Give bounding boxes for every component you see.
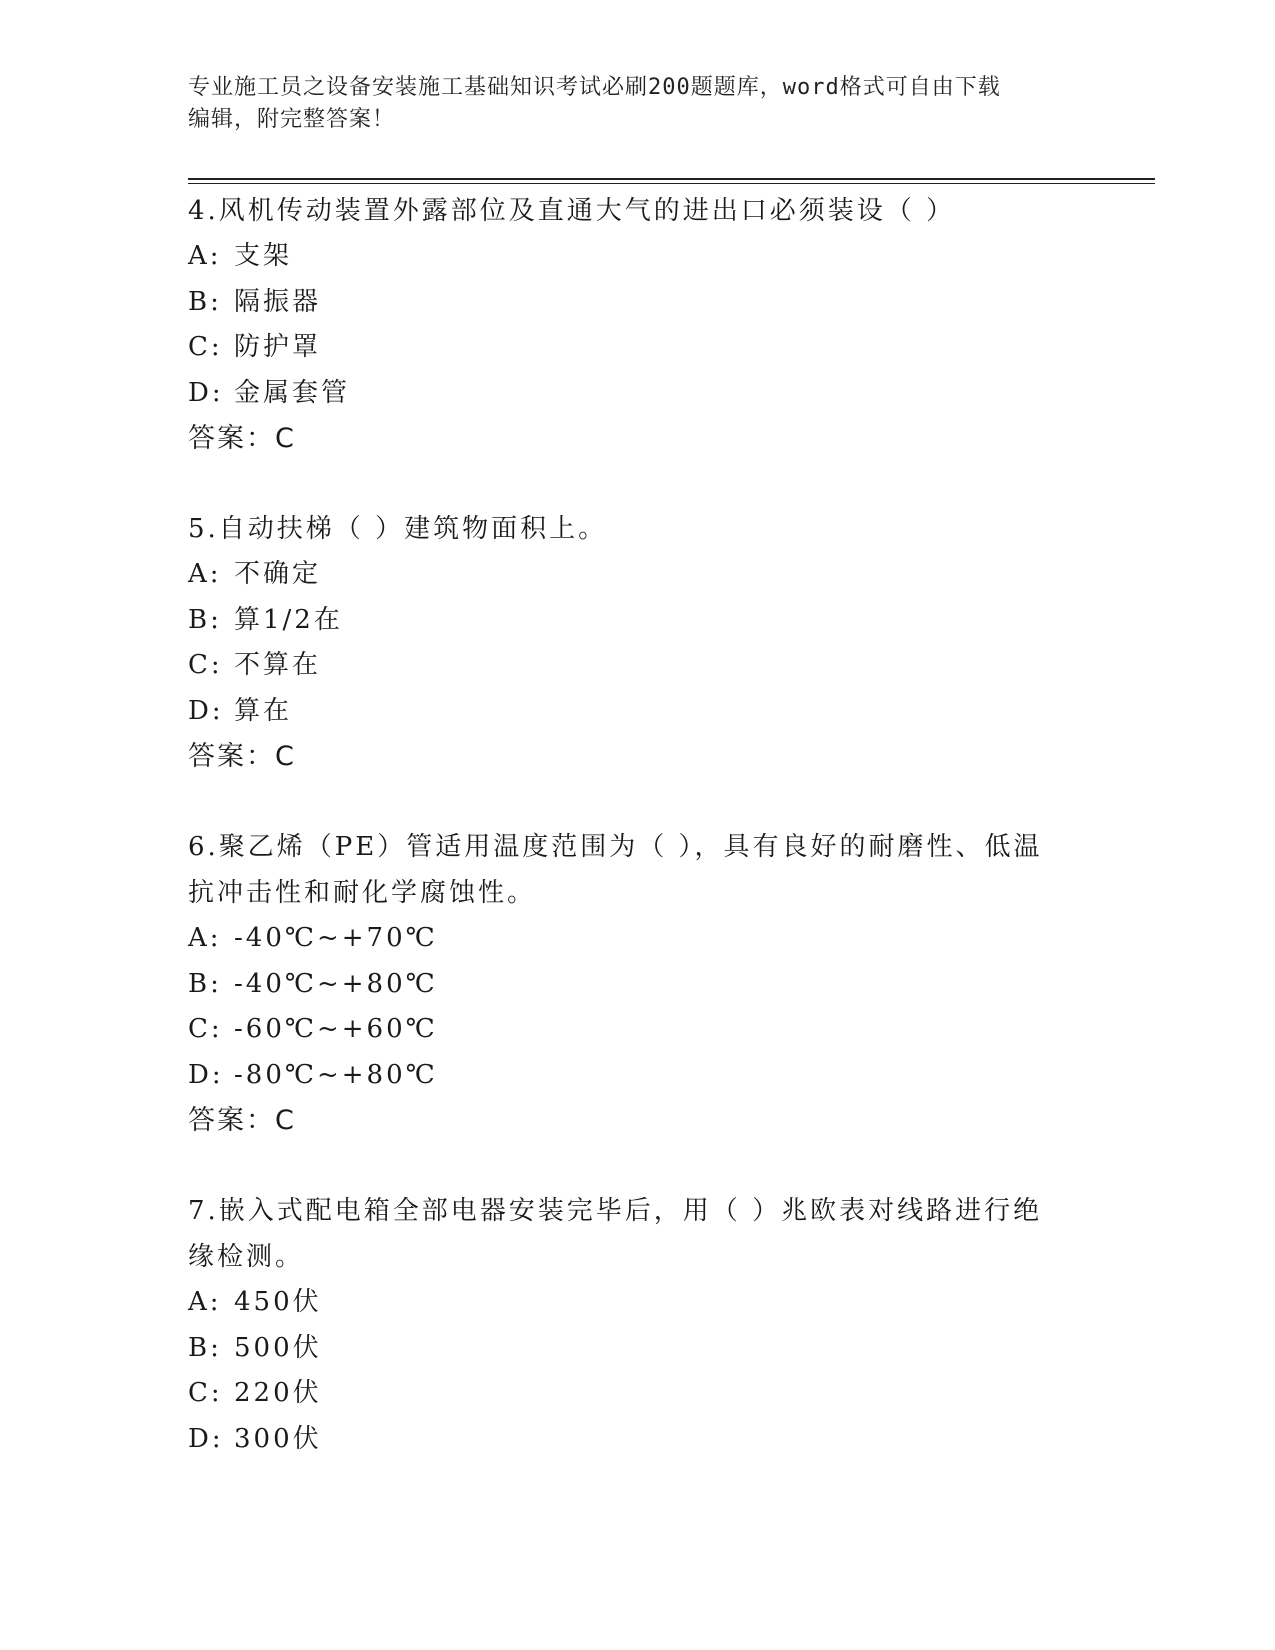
option-key: A:	[188, 241, 222, 271]
question-item	[188, 1188, 1088, 1462]
option-text: -40℃~+70℃	[234, 923, 438, 953]
question-text: 5.自动扶梯（ ）建筑物面积上。	[188, 514, 608, 544]
option-key: C:	[188, 1378, 223, 1408]
option-b	[188, 598, 1088, 644]
option-text: 金属套管	[234, 377, 351, 408]
option-text: 支架	[234, 241, 293, 271]
option-d	[188, 1053, 1088, 1099]
option-text: -40℃~+80℃	[234, 968, 438, 999]
question-list	[188, 188, 1088, 1462]
option-key: D:	[188, 1059, 224, 1090]
option-key: A:	[188, 1287, 222, 1317]
option-key: B:	[188, 604, 222, 635]
question-spacer	[188, 1144, 1088, 1188]
option-a	[188, 1280, 1088, 1326]
option-text: 不算在	[234, 650, 322, 680]
question-spacer	[188, 462, 1088, 506]
option-text: 450伏	[234, 1287, 322, 1317]
option-text: 防护罩	[234, 332, 322, 362]
option-d	[188, 689, 1088, 735]
option-d	[188, 1417, 1088, 1463]
document-header	[188, 72, 1068, 136]
header-title-line-1: 专业施工员之设备安装施工基础知识考试必刷200题题库，word格式可自由下载	[188, 75, 1001, 100]
option-key: B:	[188, 968, 222, 999]
header-divider-thin	[188, 183, 1155, 184]
option-b	[188, 280, 1088, 326]
option-text: -80℃~+80℃	[234, 1059, 438, 1090]
option-key: D:	[188, 377, 224, 408]
option-key: D:	[188, 1423, 224, 1454]
header-divider-thick	[188, 178, 1155, 180]
option-c	[188, 1007, 1088, 1053]
option-key: B:	[188, 286, 222, 317]
option-c	[188, 643, 1088, 689]
option-key: C:	[188, 332, 223, 362]
option-text: 算在	[234, 695, 293, 726]
answer-line: 答案：C	[188, 423, 296, 454]
option-text: 500伏	[234, 1332, 322, 1363]
option-a	[188, 234, 1088, 280]
answer-line: 答案：C	[188, 1105, 296, 1136]
option-text: 220伏	[234, 1378, 322, 1408]
question-item	[188, 506, 1088, 780]
option-a	[188, 552, 1088, 598]
question-spacer	[188, 780, 1088, 824]
question-item	[188, 824, 1088, 1144]
question-text: 4.风机传动装置外露部位及直通大气的进出口必须装设（ ）	[188, 196, 956, 226]
answer-line: 答案：C	[188, 741, 296, 772]
option-text: 算1/2在	[234, 604, 343, 635]
option-c	[188, 1371, 1088, 1417]
option-key: C:	[188, 1014, 223, 1044]
option-text: 隔振器	[234, 286, 322, 317]
question-item	[188, 188, 1088, 462]
option-a	[188, 916, 1088, 962]
question-text: 6.聚乙烯（PE）管适用温度范围为（ ），具有良好的耐磨性、低温抗冲击性和耐化学腐蚀性。	[188, 832, 1043, 908]
option-c	[188, 325, 1088, 371]
option-key: D:	[188, 695, 224, 726]
option-key: C:	[188, 650, 223, 680]
option-text: 300伏	[234, 1423, 322, 1454]
option-key: A:	[188, 923, 222, 953]
option-b	[188, 1326, 1088, 1372]
option-text: -60℃~+60℃	[234, 1014, 438, 1044]
option-text: 不确定	[234, 559, 322, 589]
header-title-line-2: 编辑，附完整答案！	[188, 107, 396, 132]
option-d	[188, 371, 1088, 417]
option-key: A:	[188, 559, 222, 589]
option-key: B:	[188, 1332, 222, 1363]
question-text: 7.嵌入式配电箱全部电器安装完毕后，用（ ）兆欧表对线路进行绝缘检测。	[188, 1196, 1043, 1272]
option-b	[188, 962, 1088, 1008]
